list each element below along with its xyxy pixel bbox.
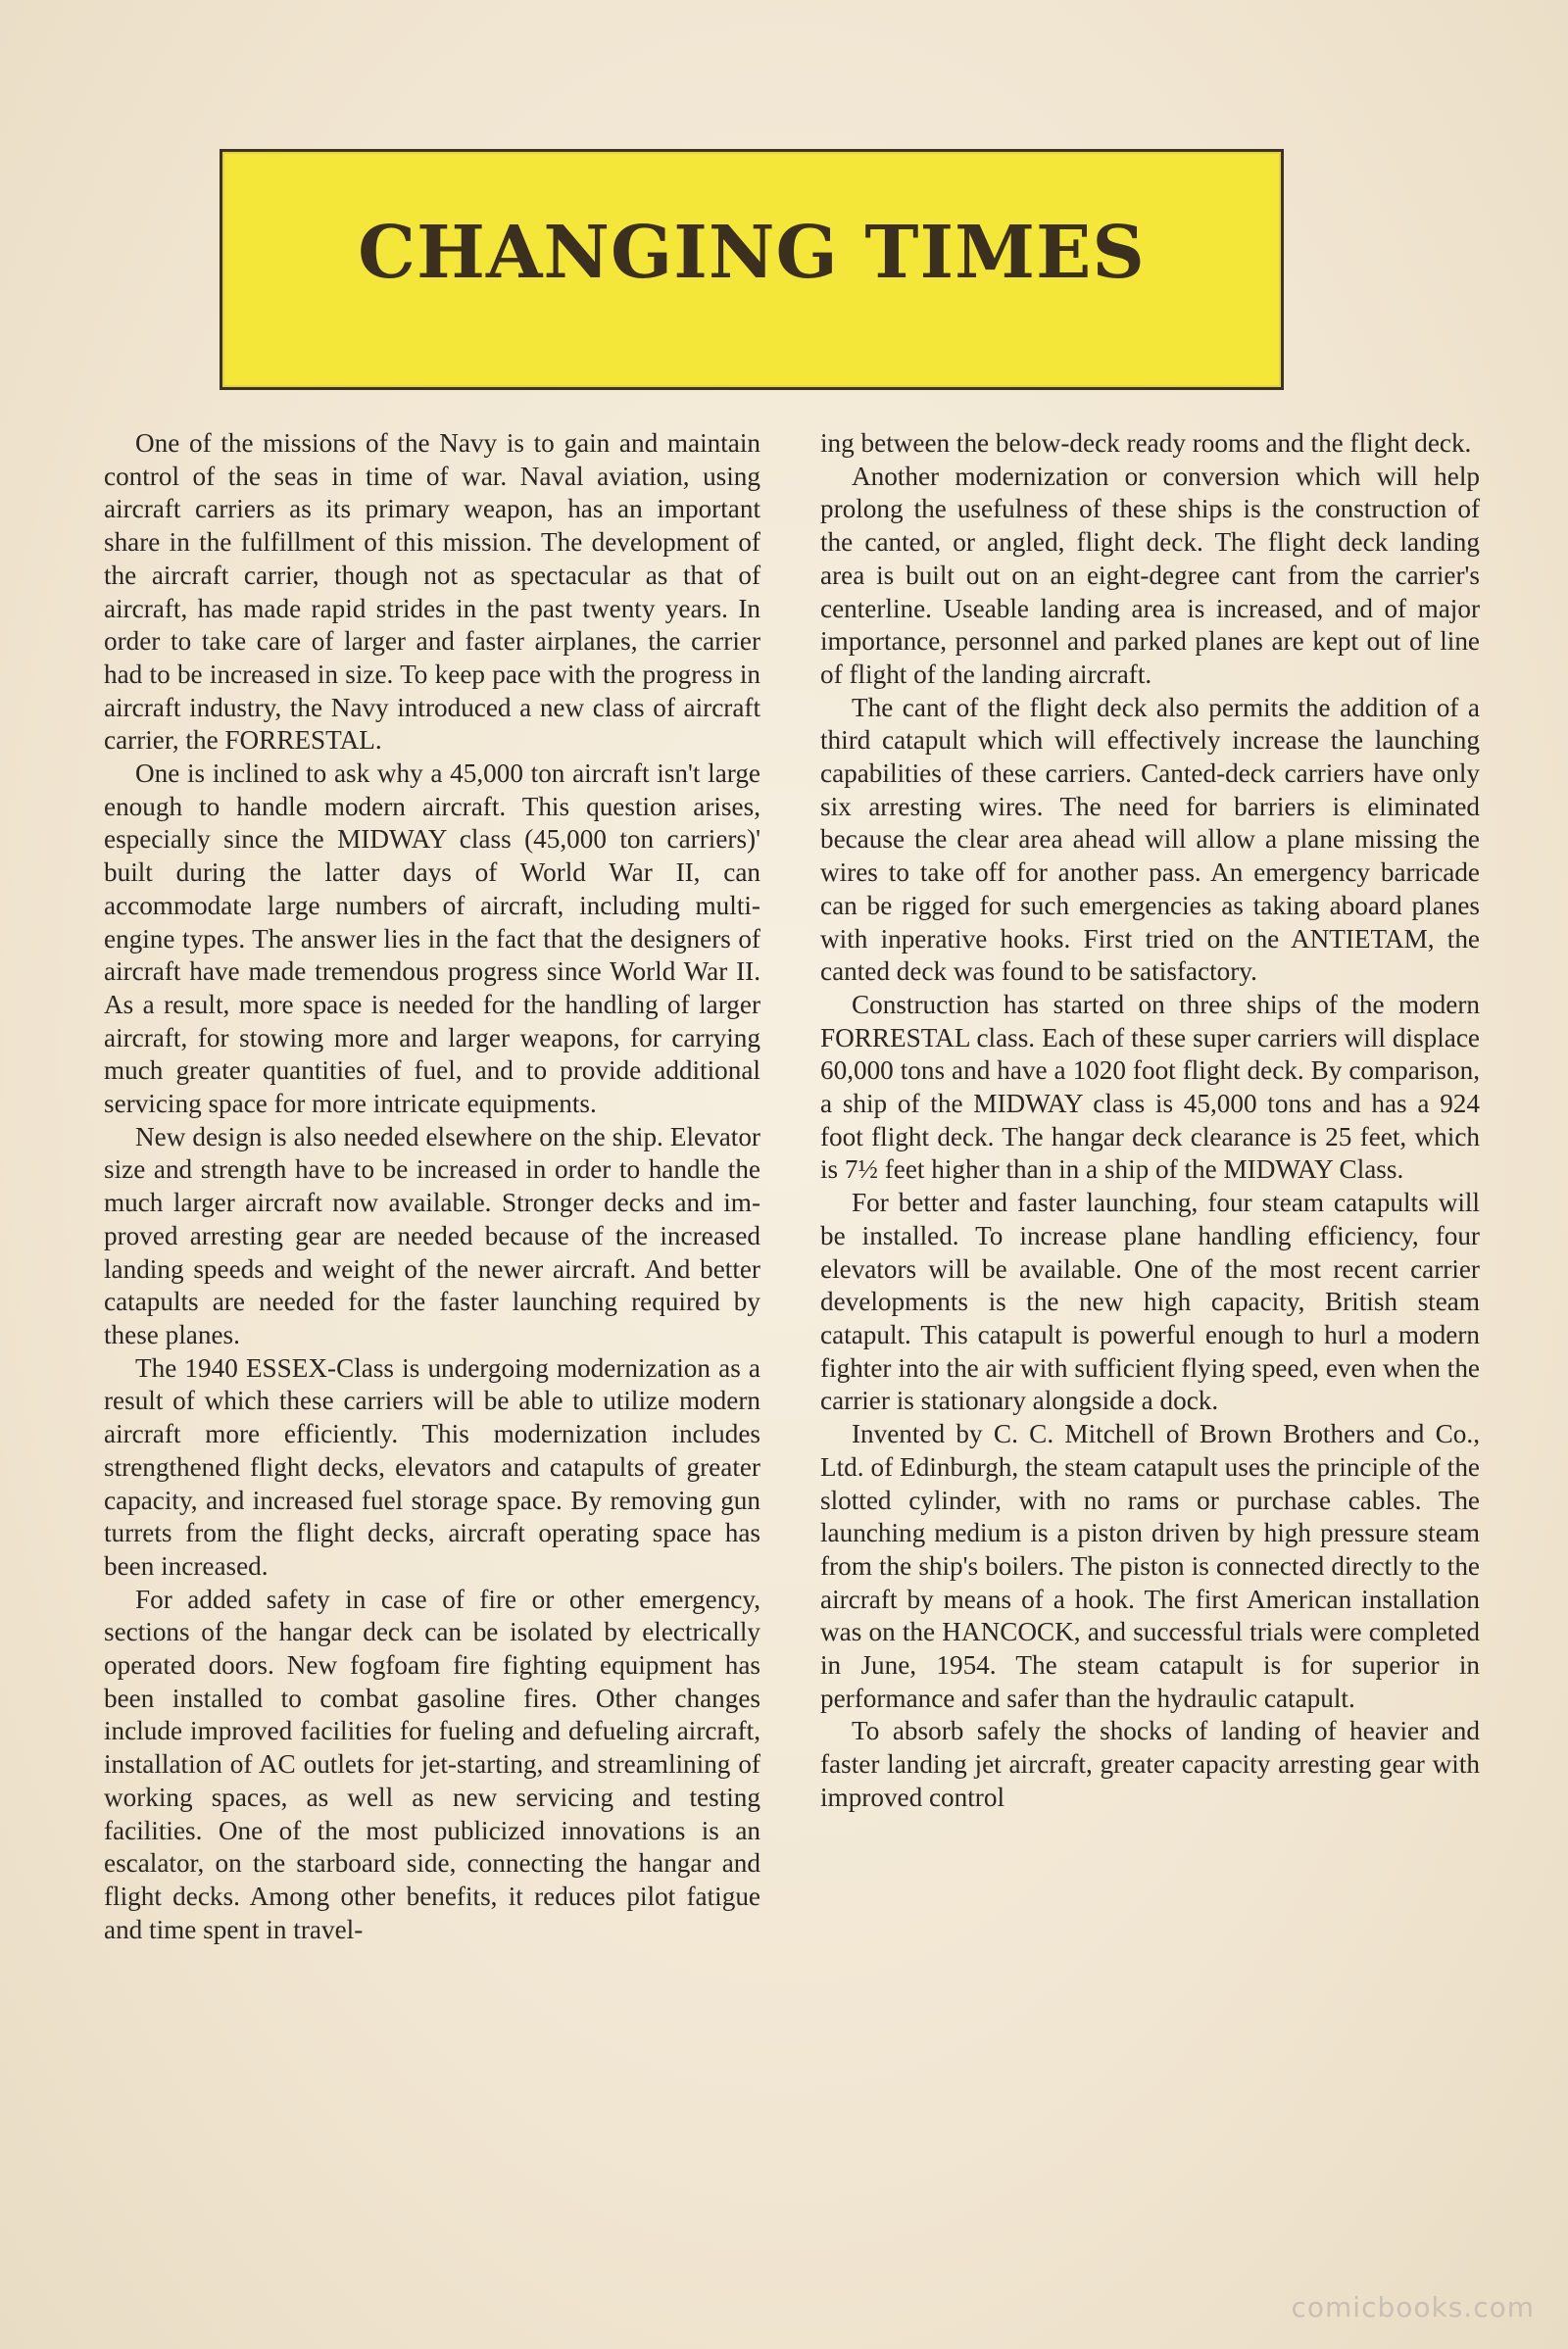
paragraph: One of the missions of the Navy is to gain and maintain control of the seas in time of war. Naval aviation, using aircraft carriers as its primary weapon, has an important share in the fulfillment of this mission. The development of the aircraft carrier, though not as spectacular as that of aircraft, has made rapid strides in the past twenty years. In order to take care of larger and faster airplanes, the carrier had to be increased in size. To keep pace with the progress in aircraft industry, the Navy introduced a new class of aircraft carrier, the FORRESTAL. <box>104 428 760 756</box>
page-title: CHANGING TIMES <box>358 211 1146 295</box>
paragraph: For better and faster launching, four steam catapults will be installed. To increase plane handling efficiency, four elevators will be available. One of the most recent carrier developments is the new high capacity, British steam catapult. This catapult is powerful enough to hurl a modern fighter into the air with sufficient flying speed, even when the carrier is stationary alongside a dock. <box>820 1188 1480 1416</box>
paragraph: One is inclined to ask why a 45,000 ton aircraft isn't large enough to handle modern aircraft. This question arises, especially since the MIDWAY class (45,000 ton carriers)' built during the latter days of World War II, can accommodate large numbers of aircraft, including multi-engine types. The answer lies in the fact that the designers of aircraft have made tremendous progress since World War II. As a result, more space is needed for the handling of larger aircraft, for stowing more and larger weapons, for carrying much greater quantities of fuel, and to provide additional servicing space for more intricate equipments. <box>104 759 760 1119</box>
paragraph: Another modernization or conversion which will help prolong the usefulness of these ships is the construction of the canted, or angled, flight deck. The flight deck landing area is built out on an eight-degree cant from the carrier's centerline. Useable landing area is increased, and of major importance, personnel and parked planes are kept out of line of flight of the landing aircraft. <box>820 461 1480 689</box>
right-column <box>820 427 1480 1815</box>
paragraph-continuation: ing between the below-deck ready rooms and the flight deck. <box>820 428 1472 458</box>
paragraph: Construction has started on three ships of the modern FORRESTAL class. Each of these super carriers will displace 60,000 tons and have a 1020 foot flight deck. By comparison, a ship of the MIDWAY class is 45,000 tons and has a 924 foot flight deck. The hangar deck clearance is 25 feet, which is 7½ feet higher than in a ship of the MIDWAY Class. <box>820 989 1480 1185</box>
paragraph: New design is also needed elsewhere on the ship. Elevator size and strength have to be increased in order to handle the much larger aircraft now available. Stronger decks and improved arresting gear are needed because of the increased landing speeds and weight of the newer aircraft. And better catapults are needed for the faster launching required by these planes. <box>104 1121 760 1349</box>
title-banner <box>220 149 1284 390</box>
paragraph: The 1940 ESSEX-Class is undergoing modernization as a result of which these carriers will be able to utilize modern aircraft more efficiently. This modernization includes strengthened flight decks, elevators and catapults of greater capacity, and increased fuel storage space. By removing gun turrets from the flight decks, aircraft operating space has been increased. <box>104 1352 760 1581</box>
watermark: comicbooks.com <box>1291 2291 1535 2324</box>
paragraph: Invented by C. C. Mitchell of Brown Brothers and Co., Ltd. of Edinburgh, the steam catapult uses the principle of the slotted cylinder, with no rams or purchase cables. The launching medium is a piston driven by high pressure steam from the ship's boilers. The piston is connected directly to the aircraft by means of a hook. The first American installation was on the HANCOCK, and successful trials were completed in June, 1954. The steam catapult is for superior in performance and safer than the hydraulic catapult. <box>820 1419 1480 1713</box>
paragraph: The cant of the flight deck also permits the addition of a third catapult which will effectively increase the launching capabilities of these carriers. Canted-deck carriers have only six arresting wires. The need for barriers is eliminated because the clear area ahead will allow a plane missing the wires to take off for another pass. An emergency barricade can be rigged for such emergencies as taking aboard planes with inperative hooks. First tried on the ANTIETAM, the canted deck was found to be satisfactory. <box>820 692 1480 987</box>
paragraph: For added safety in case of fire or other emergency, sections of the hangar deck can be isolated by electrically operated doors. New fogfoam fire fighting equipment has been installed to combat gasoline fires. Other changes include improved facilities for fueling and defueling aircraft, installation of AC outlets for jet-starting, and streamlining of working spaces, as well as new servicing and testing facilities. One of the most publicized innovations is an escalator, on the starboard side, connecting the hangar and flight decks. Among other benefits, it reduces pilot fatigue and time spent in travel- <box>104 1584 760 1944</box>
left-column <box>104 427 760 1946</box>
paragraph: To absorb safely the shocks of landing of heavier and faster landing jet aircraft, greater capacity arresting gear with improved control <box>820 1716 1480 1812</box>
